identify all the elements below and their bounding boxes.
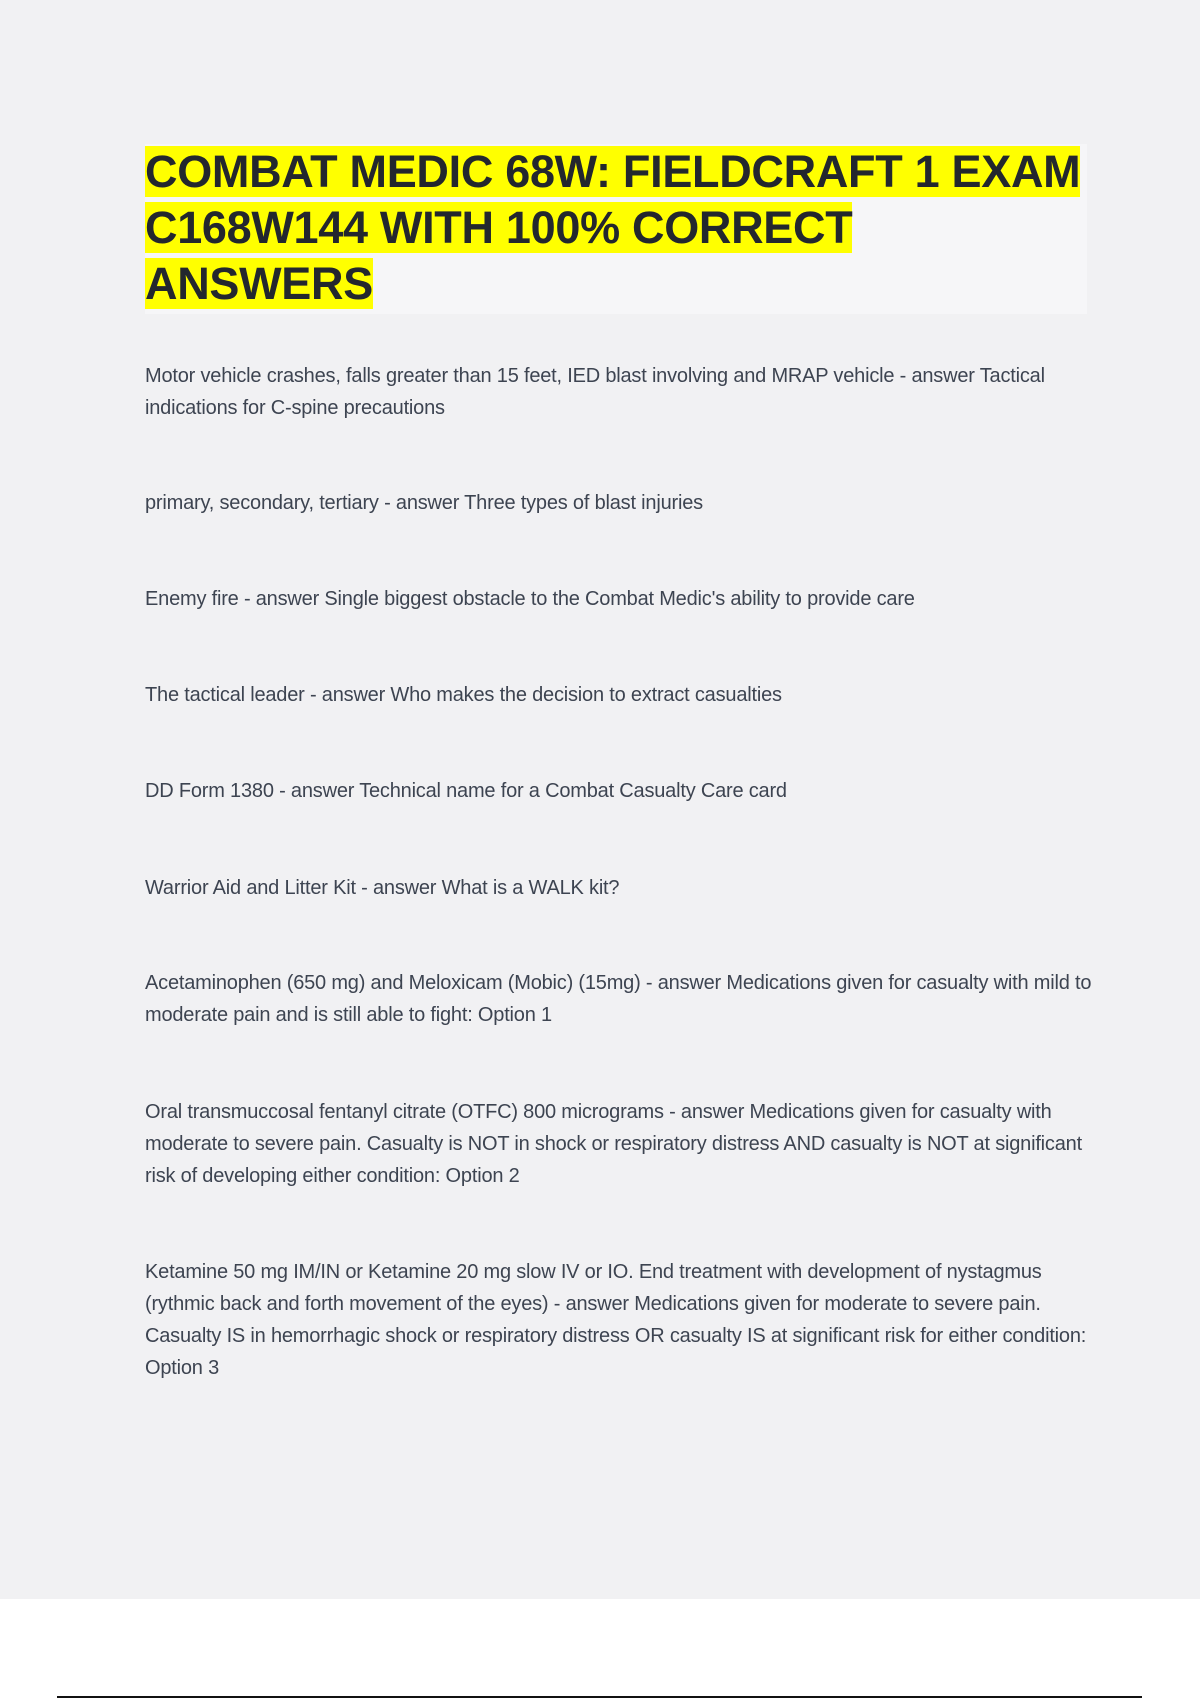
footer-divider xyxy=(57,1696,1142,1698)
qa-entry: Oral transmuccosal fentanyl citrate (OTFC) 800 micrograms - answer Medications given for casualty with moderate to severe pain. Casualty is NOT in shock or respiratory distress AND casualty is NOT at significant risk of developing either condition: Option 2 xyxy=(145,1101,1082,1187)
qa-entry: Motor vehicle crashes, falls greater than 15 feet, IED blast involving and MRAP vehicle - answer Tactical indications for C-spine precautions xyxy=(145,365,1045,419)
highlighted-title-text: COMBAT MEDIC 68W: FIELDCRAFT 1 EXAM C168W144 WITH 100% CORRECT ANSWERS xyxy=(145,146,1081,309)
document-title xyxy=(145,144,1087,312)
qa-entry: primary, secondary, tertiary - answer Three types of blast injuries xyxy=(145,492,703,514)
qa-entry: Warrior Aid and Litter Kit - answer What is a WALK kit? xyxy=(145,877,620,899)
qa-entry: The tactical leader - answer Who makes the decision to extract casualties xyxy=(145,684,782,706)
qa-entry: DD Form 1380 - answer Technical name for a Combat Casualty Care card xyxy=(145,780,787,802)
qa-entry: Enemy fire - answer Single biggest obstacle to the Combat Medic's ability to provide care xyxy=(145,588,915,610)
qa-entry: Ketamine 50 mg IM/IN or Ketamine 20 mg slow IV or IO. End treatment with development of nystagmus (rythmic back and forth movement of the eyes) - answer Medications given for moderate to severe pain. Casualty IS in hemorrhagic shock or respiratory distress OR casualty IS at significant risk for either condition: Option 3 xyxy=(145,1261,1087,1379)
title-block xyxy=(145,144,1087,314)
qa-entry: Acetaminophen (650 mg) and Meloxicam (Mobic) (15mg) - answer Medications given for casualty with mild to moderate pain and is still able to fight: Option 1 xyxy=(145,972,1092,1026)
